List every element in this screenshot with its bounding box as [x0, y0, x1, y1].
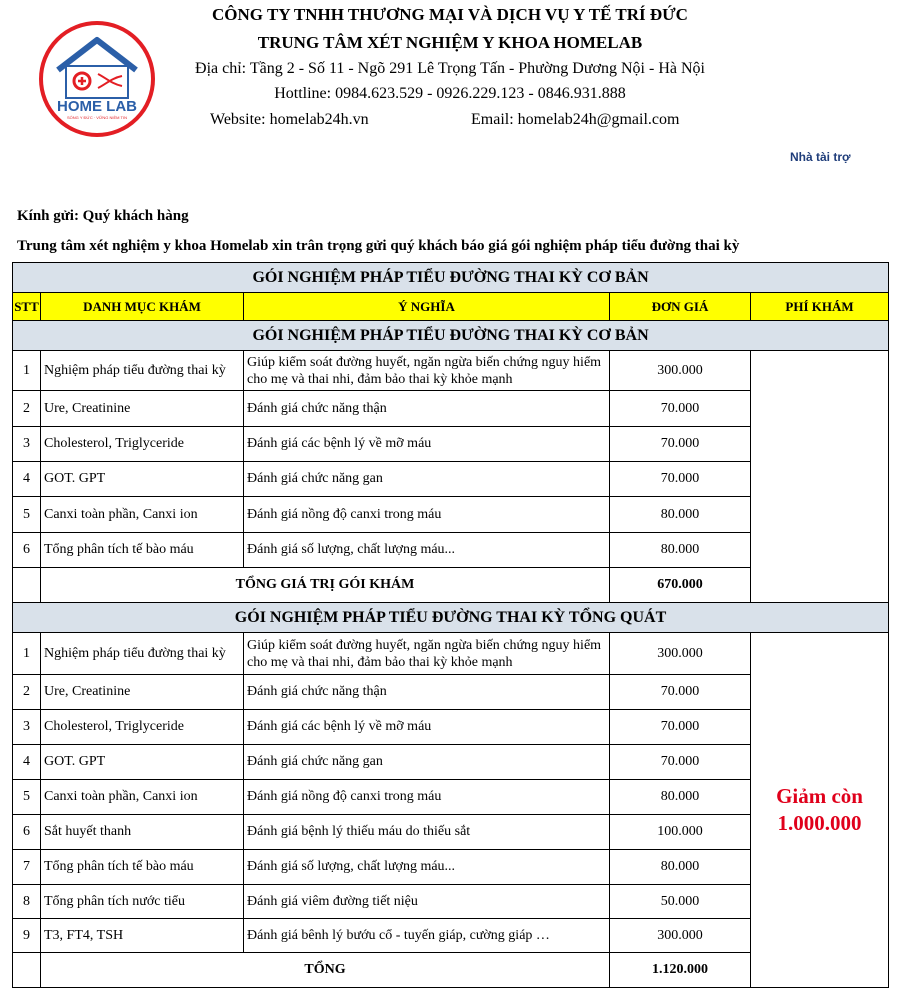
row-meaning: Đánh giá chức năng thận [244, 675, 610, 710]
table-main-title: GÓI NGHIỆM PHÁP TIỂU ĐƯỜNG THAI KỲ CƠ BẢN [13, 263, 889, 293]
row-meaning: Đánh giá chức năng gan [244, 462, 610, 497]
total-blank [13, 953, 41, 988]
row-stt: 7 [13, 850, 41, 885]
row-meaning: Đánh giá số lượng, chất lượng máu... [244, 533, 610, 568]
row-meaning: Đánh giá chức năng gan [244, 745, 610, 780]
row-price: 80.000 [610, 780, 751, 815]
total-label: TỔNG GIÁ TRỊ GÓI KHÁM [41, 568, 610, 603]
row-stt: 6 [13, 815, 41, 850]
row-stt: 9 [13, 919, 41, 953]
company-name: CÔNG TY TNHH THƯƠNG MẠI VÀ DỊCH VỤ Y TẾ TRÍ ĐỨC [212, 5, 688, 24]
row-name: GOT. GPT [41, 745, 244, 780]
row-meaning: Giúp kiểm soát đường huyết, ngăn ngừa biến chứng nguy hiểm cho mẹ và thai nhi, đảm bảo thai kỳ khỏe mạnh [244, 351, 610, 391]
row-meaning: Giúp kiểm soát đường huyết, ngăn ngừa biến chứng nguy hiểm cho mẹ và thai nhi, đảm bảo thai kỳ khỏe mạnh [244, 633, 610, 675]
row-name: Ure, Creatinine [41, 391, 244, 427]
row-stt: 4 [13, 745, 41, 780]
row-stt: 2 [13, 675, 41, 710]
table-row [13, 633, 889, 675]
letterhead [0, 0, 900, 200]
row-price: 70.000 [610, 391, 751, 427]
col-stt: STT [13, 293, 41, 321]
row-price: 300.000 [610, 919, 751, 953]
row-stt: 4 [13, 462, 41, 497]
col-category: DANH MỤC KHÁM [41, 293, 244, 321]
section-title: GÓI NGHIỆM PHÁP TIỂU ĐƯỜNG THAI KỲ CƠ BẢN [13, 321, 889, 351]
section-title-row [13, 603, 889, 633]
col-meaning: Ý NGHĨA [244, 293, 610, 321]
svg-text:HOME LAB: HOME LAB [57, 98, 137, 115]
greeting: Kính gửi: Quý khách hàng [17, 208, 189, 224]
center-name: TRUNG TÂM XÉT NGHIỆM Y KHOA HOMELAB [257, 33, 643, 52]
row-price: 70.000 [610, 710, 751, 745]
row-stt: 5 [13, 780, 41, 815]
fee-cell [751, 633, 889, 988]
row-name: T3, FT4, TSH [41, 919, 244, 953]
row-price: 80.000 [610, 850, 751, 885]
total-price: 670.000 [610, 568, 751, 603]
row-stt: 2 [13, 391, 41, 427]
row-name: Canxi toàn phần, Canxi ion [41, 780, 244, 815]
intro-text: Trung tâm xét nghiệm y khoa Homelab xin trân trọng gửi quý khách báo giá gói nghiệm pháp tiểu đường thai kỳ [17, 238, 740, 254]
total-price: 1.120.000 [610, 953, 751, 988]
row-name: GOT. GPT [41, 462, 244, 497]
row-price: 300.000 [610, 351, 751, 391]
row-meaning: Đánh giá viêm đường tiết niệu [244, 885, 610, 919]
row-price: 100.000 [610, 815, 751, 850]
row-meaning: Đánh giá số lượng, chất lượng máu... [244, 850, 610, 885]
row-price: 70.000 [610, 462, 751, 497]
row-price: 80.000 [610, 533, 751, 568]
row-stt: 3 [13, 710, 41, 745]
row-name: Cholesterol, Triglyceride [41, 710, 244, 745]
total-label: TỔNG [41, 953, 610, 988]
sponsor-link[interactable]: Nhà tài trợ [790, 150, 851, 164]
homelab-logo [36, 18, 158, 140]
row-name: Ure, Creatinine [41, 675, 244, 710]
row-meaning: Đánh giá bệnh lý thiếu máu do thiếu sắt [244, 815, 610, 850]
hotline: Hottline: 0984.623.529 - 0926.229.123 - 0846.931.888 [274, 85, 626, 102]
row-stt: 3 [13, 427, 41, 462]
column-header-row [13, 293, 889, 321]
row-meaning: Đánh giá các bệnh lý về mỡ máu [244, 710, 610, 745]
row-stt: 6 [13, 533, 41, 568]
email[interactable]: Email: homelab24h@gmail.com [471, 111, 680, 128]
row-name: Tổng phân tích tế bào máu [41, 533, 244, 568]
website[interactable]: Website: homelab24h.vn [210, 111, 369, 128]
row-meaning: Đánh giá các bệnh lý về mỡ máu [244, 427, 610, 462]
row-price: 70.000 [610, 427, 751, 462]
row-name: Nghiệm pháp tiểu đường thai kỳ [41, 633, 244, 675]
row-name: Nghiệm pháp tiểu đường thai kỳ [41, 351, 244, 391]
discount-label: Giảm còn [776, 784, 863, 808]
row-price: 50.000 [610, 885, 751, 919]
col-price: ĐƠN GIÁ [610, 293, 751, 321]
row-stt: 5 [13, 497, 41, 533]
svg-text:SỐNG Y ĐỨC · VỮNG NIỀM TIN: SỐNG Y ĐỨC · VỮNG NIỀM TIN [67, 115, 127, 120]
row-stt: 8 [13, 885, 41, 919]
row-name: Sắt huyết thanh [41, 815, 244, 850]
address: Địa chỉ: Tầng 2 - Số 11 - Ngõ 291 Lê Trọng Tấn - Phường Dương Nội - Hà Nội [195, 60, 705, 77]
price-table [12, 262, 889, 988]
row-meaning: Đánh giá chức năng thận [244, 391, 610, 427]
row-price: 300.000 [610, 633, 751, 675]
section-title-row [13, 321, 889, 351]
row-name: Tổng phân tích nước tiểu [41, 885, 244, 919]
row-name: Tổng phân tích tế bào máu [41, 850, 244, 885]
row-price: 70.000 [610, 745, 751, 780]
total-blank [13, 568, 41, 603]
row-stt: 1 [13, 351, 41, 391]
section-title: GÓI NGHIỆM PHÁP TIỂU ĐƯỜNG THAI KỲ TỔNG QUÁT [13, 603, 889, 633]
row-name: Cholesterol, Triglyceride [41, 427, 244, 462]
row-price: 80.000 [610, 497, 751, 533]
fee-cell [751, 351, 889, 603]
discount-text [754, 783, 885, 837]
discount-price: 1.000.000 [777, 811, 862, 835]
row-meaning: Đánh giá nồng độ canxi trong máu [244, 780, 610, 815]
row-stt: 1 [13, 633, 41, 675]
row-meaning: Đánh giá nồng độ canxi trong máu [244, 497, 610, 533]
row-name: Canxi toàn phần, Canxi ion [41, 497, 244, 533]
table-title-row [13, 263, 889, 293]
row-meaning: Đánh giá bênh lý bướu cổ - tuyến giáp, cường giáp … [244, 919, 610, 953]
row-price: 70.000 [610, 675, 751, 710]
table-row [13, 351, 889, 391]
col-fee: PHÍ KHÁM [751, 293, 889, 321]
